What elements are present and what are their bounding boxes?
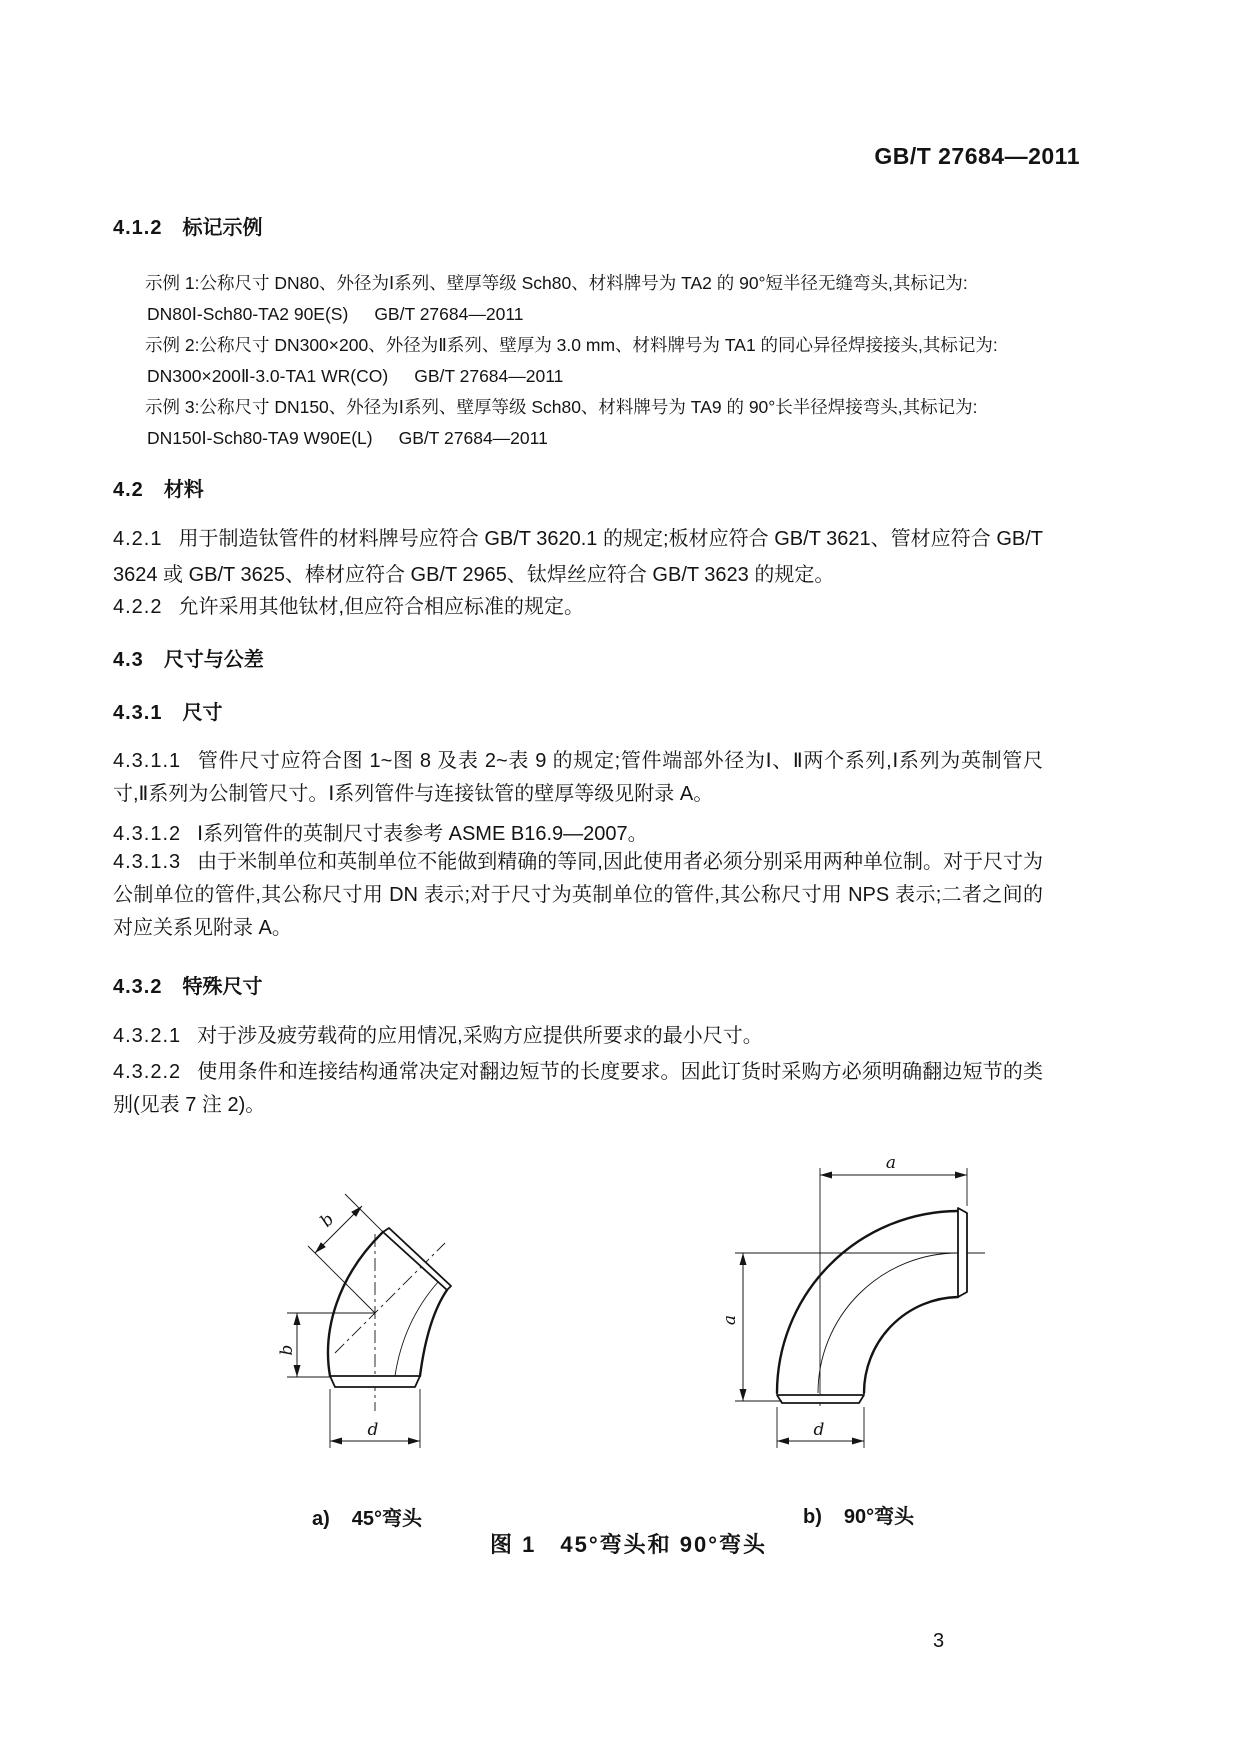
caption-45-deg-elbow xyxy=(312,1502,422,1531)
standard-ref: GB/T 27684—2011 xyxy=(374,304,524,324)
standard-ref: GB/T 27684—2011 xyxy=(414,366,564,386)
designation-code: DN80Ⅰ-Sch80-TA2 90E(S) xyxy=(147,304,349,324)
angled-end-face xyxy=(383,1228,451,1290)
clause-title: 特殊尺寸 xyxy=(182,976,263,998)
figure-90-deg-elbow-drawing xyxy=(718,1150,993,1460)
paragraph-4-2-2 xyxy=(113,591,584,624)
right-end-face xyxy=(958,1208,967,1297)
dimension-label-d: d xyxy=(813,1420,825,1440)
example-1-desc: 示例 1:公称尺寸 DN80、外径为Ⅰ系列、壁厚等级 Sch80、材料牌号为 TA2 的 90°短半径无缝弯头,其标记为: xyxy=(145,273,968,293)
clause-text: 由于米制单位和英制单位不能做到精确的等同,因此使用者必须分别采用两种单位制。对于尺寸为公制单位的管件,其公称尺寸用 DN 表示;对于尺寸为英制单位的管件,其公称尺寸用 NPS 表示;二者之间的对应关系见附录 A。 xyxy=(113,851,1043,939)
dimension-label-a: a xyxy=(720,1314,740,1326)
section-heading-4-3 xyxy=(113,643,264,672)
example-2-desc: 示例 2:公称尺寸 DN300×200、外径为Ⅱ系列、壁厚为 3.0 mm、材料牌号为 TA1 的同心异径焊接接头,其标记为: xyxy=(145,335,998,355)
clause-text: 用于制造钛管件的材料牌号应符合 GB/T 3620.1 的规定;板材应符合 GB/T 3621、管材应符合 GB/T 3624 或 GB/T 3625、棒材应符合 GB/T 2965、钛焊丝应符合 GB/T 3623 的规定。 xyxy=(113,528,1043,586)
clause-number: 4.3.2.1 xyxy=(113,1025,182,1047)
caption-text: 90°弯头 xyxy=(843,1506,915,1528)
clause-number: 4.3.2 xyxy=(113,976,163,998)
standard-ref: GB/T 27684—2011 xyxy=(398,428,548,448)
clause-text: 对于涉及疲劳载荷的应用情况,采购方应提供所要求的最小尺寸。 xyxy=(197,1025,763,1047)
doc-number: GB/T 27684—2011 xyxy=(874,143,1080,169)
dimension-label-b: b xyxy=(316,1209,339,1232)
clause-title: 尺寸与公差 xyxy=(163,649,264,671)
elbow-inner-wall xyxy=(864,1297,958,1393)
example-3-desc: 示例 3:公称尺寸 DN150、外径为Ⅰ系列、壁厚等级 Sch80、材料牌号为 TA9 的 90°长半径焊接弯头,其标记为: xyxy=(145,397,978,417)
caption-letter: a) xyxy=(312,1508,330,1530)
extension-line xyxy=(345,1194,383,1232)
clause-title: 标记示例 xyxy=(182,217,263,239)
caption-90-deg-elbow xyxy=(803,1500,914,1529)
clause-title: 材料 xyxy=(163,479,204,501)
clause-title: 尺寸 xyxy=(182,702,223,724)
caption-letter: b) xyxy=(803,1506,822,1528)
paragraph-4-3-2-2 xyxy=(113,1056,1043,1122)
clause-number: 4.3.1 xyxy=(113,702,163,724)
figure-title-text: 45°弯头和 90°弯头 xyxy=(560,1532,768,1557)
elbow-inner-wall xyxy=(420,1290,447,1376)
clause-text: 管件尺寸应符合图 1~图 8 及表 2~表 9 的规定;管件端部外径为Ⅰ、Ⅱ两个系列,Ⅰ系列为英制管尺寸,Ⅱ系列为公制管尺寸。Ⅰ系列管件与连接钛管的壁厚等级见附录 A。 xyxy=(113,750,1043,805)
example-2-code xyxy=(147,364,563,388)
clause-text: Ⅰ系列管件的英制尺寸表参考 ASME B16.9—2007。 xyxy=(197,823,648,845)
caption-text: 45°弯头 xyxy=(351,1508,423,1530)
dimension-label-d: d xyxy=(367,1420,379,1440)
bottom-end-face xyxy=(777,1395,864,1403)
clause-number: 4.1.2 xyxy=(113,217,163,239)
clause-number: 4.3.1.1 xyxy=(113,750,182,772)
extension-line xyxy=(308,1246,375,1313)
dimension-label-b: b xyxy=(277,1344,297,1356)
figure-title xyxy=(490,1528,767,1559)
dimension-label-a: a xyxy=(885,1153,897,1173)
clause-text: 使用条件和连接结构通常决定对翻边短节的长度要求。因此订货时采购方必须明确翻边短节的类别(见表 7 注 2)。 xyxy=(113,1061,1043,1116)
section-heading-4-3-2 xyxy=(113,970,262,999)
paragraph-4-3-2-1 xyxy=(113,1020,763,1053)
bottom-end-face xyxy=(330,1376,420,1387)
clause-number: 4.3.2.2 xyxy=(113,1061,182,1083)
example-3-code xyxy=(147,426,548,450)
paragraph-4-3-1-3 xyxy=(113,846,1043,945)
section-heading-4-2 xyxy=(113,473,204,502)
paragraph-4-3-1-1 xyxy=(113,745,1043,811)
section-heading-4-3-1 xyxy=(113,696,222,725)
example-1-code xyxy=(147,302,524,326)
clause-number: 4.2.1 xyxy=(113,528,163,550)
clause-number: 4.2.2 xyxy=(113,596,163,618)
elbow-silhouette-edge xyxy=(818,1253,958,1393)
figure-45-deg-elbow-drawing xyxy=(277,1176,463,1458)
paragraph-4-2-1 xyxy=(113,521,1043,593)
figure-number: 图 1 xyxy=(490,1532,537,1557)
clause-text: 允许采用其他钛材,但应符合相应标准的规定。 xyxy=(178,596,585,618)
clause-number: 4.2 xyxy=(113,479,144,501)
clause-number: 4.3 xyxy=(113,649,144,671)
clause-number: 4.3.1.2 xyxy=(113,823,182,845)
elbow-silhouette-edge xyxy=(395,1282,438,1376)
designation-code: DN300×200Ⅱ-3.0-TA1 WR(CO) xyxy=(147,366,389,386)
page-number: 3 xyxy=(933,1630,945,1652)
clause-number: 4.3.1.3 xyxy=(113,851,182,873)
designation-code: DN150Ⅰ-Sch80-TA9 W90E(L) xyxy=(147,428,373,448)
section-heading-4-1-2 xyxy=(113,211,262,240)
